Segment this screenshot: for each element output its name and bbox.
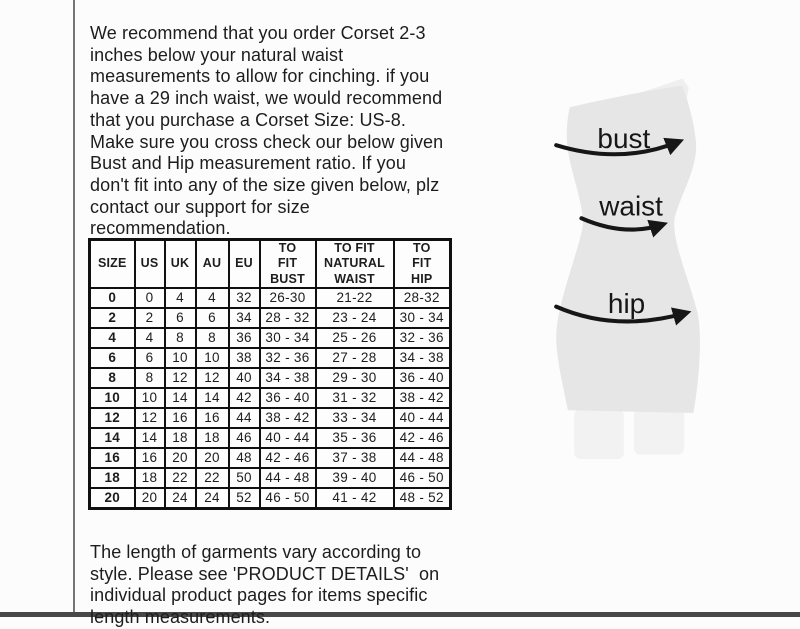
bust-label: bust	[597, 122, 651, 154]
table-cell: 20	[90, 488, 135, 509]
table-row	[90, 448, 451, 468]
table-cell: 36 - 40	[260, 388, 316, 408]
table-cell: 36	[229, 328, 260, 348]
table-cell: 28-32	[394, 288, 451, 308]
table-cell: 26-30	[260, 288, 316, 308]
table-cell: 14	[90, 428, 135, 448]
table-cell: 12	[135, 408, 165, 428]
table-cell: 2	[135, 308, 165, 328]
table-row	[90, 488, 451, 509]
table-cell: 20	[165, 448, 196, 468]
right-leg-shape	[634, 409, 685, 454]
table-cell: 52	[229, 488, 260, 509]
table-cell: 8	[90, 368, 135, 388]
table-cell: 16	[165, 408, 196, 428]
table-cell: 44 - 48	[394, 448, 451, 468]
table-cell: 41 - 42	[316, 488, 394, 509]
table-cell: 31 - 32	[316, 388, 394, 408]
table-cell: 18	[196, 428, 229, 448]
table-cell: 18	[135, 468, 165, 488]
table-cell: 32 - 36	[394, 328, 451, 348]
table-cell: 0	[90, 288, 135, 308]
table-cell: 24	[196, 488, 229, 509]
hip-label: hip	[607, 287, 646, 319]
table-cell: 20	[135, 488, 165, 509]
header-row	[90, 240, 451, 288]
table-cell: 4	[196, 288, 229, 308]
table-cell: 4	[165, 288, 196, 308]
table-cell: 40	[229, 368, 260, 388]
table-cell: 16	[90, 448, 135, 468]
column-header-bust: TO FIT BUST	[260, 240, 316, 288]
table-row	[90, 388, 451, 408]
table-row	[90, 468, 451, 488]
table-cell: 12	[90, 408, 135, 428]
waist-label: waist	[599, 190, 663, 222]
table-cell: 46 - 50	[394, 468, 451, 488]
table-row	[90, 368, 451, 388]
table-cell: 20	[196, 448, 229, 468]
table-cell: 6	[135, 348, 165, 368]
table-cell: 44 - 48	[260, 468, 316, 488]
table-cell: 28 - 32	[260, 308, 316, 328]
table-cell: 21-22	[316, 288, 394, 308]
table-cell: 33 - 34	[316, 408, 394, 428]
table-cell: 8	[196, 328, 229, 348]
table-cell: 10	[135, 388, 165, 408]
table-cell: 18	[90, 468, 135, 488]
table-cell: 2	[90, 308, 135, 328]
size-chart-table	[88, 238, 452, 510]
table-row	[90, 428, 451, 448]
table-cell: 38 - 42	[394, 388, 451, 408]
table-cell: 22	[196, 468, 229, 488]
size-recommendation-text: We recommend that you order Corset 2-3 inches below your natural waist measurements to allow for cinching. if you have a 29 inch waist, we would recommend that you purchase a Corset Size: US-8. Make sure you cross check our below given Bust and Hip measurement ratio. If you don't fit into any of the size given below, plz contact our support for size recommendation.	[90, 23, 444, 239]
table-cell: 14	[165, 388, 196, 408]
table-cell: 32	[229, 288, 260, 308]
table-cell: 34 - 38	[260, 368, 316, 388]
table-row	[90, 408, 451, 428]
table-cell: 6	[196, 308, 229, 328]
table-cell: 42 - 46	[394, 428, 451, 448]
table-row	[90, 288, 451, 308]
table-cell: 37 - 38	[316, 448, 394, 468]
column-header-au: AU	[196, 240, 229, 288]
table-cell: 6	[165, 308, 196, 328]
column-header-hip: TO FIT HIP	[394, 240, 451, 288]
table-cell: 34	[229, 308, 260, 328]
table-cell: 16	[196, 408, 229, 428]
table-cell: 4	[90, 328, 135, 348]
table-cell: 46	[229, 428, 260, 448]
table-cell: 38	[229, 348, 260, 368]
table-cell: 12	[196, 368, 229, 388]
column-header-size: SIZE	[90, 240, 135, 288]
table-cell: 10	[196, 348, 229, 368]
table-cell: 22	[165, 468, 196, 488]
table-cell: 24	[165, 488, 196, 509]
measurement-diagram	[500, 55, 800, 560]
table-cell: 32 - 36	[260, 348, 316, 368]
table-cell: 50	[229, 468, 260, 488]
column-header-eu: EU	[229, 240, 260, 288]
table-cell: 29 - 30	[316, 368, 394, 388]
table-cell: 16	[135, 448, 165, 468]
table-cell: 14	[135, 428, 165, 448]
table-cell: 48	[229, 448, 260, 468]
table-cell: 4	[135, 328, 165, 348]
table-cell: 44	[229, 408, 260, 428]
body-measurement-figure	[500, 55, 800, 560]
size-chart-table-container	[88, 238, 452, 510]
column-header-waist: TO FIT NATURAL WAIST	[316, 240, 394, 288]
table-cell: 39 - 40	[316, 468, 394, 488]
column-header-us: US	[135, 240, 165, 288]
table-cell: 10	[90, 388, 135, 408]
table-cell: 12	[165, 368, 196, 388]
left-border-line	[73, 0, 75, 613]
table-cell: 42 - 46	[260, 448, 316, 468]
table-cell: 48 - 52	[394, 488, 451, 509]
column-header-uk: UK	[165, 240, 196, 288]
table-cell: 34 - 38	[394, 348, 451, 368]
table-row	[90, 328, 451, 348]
table-cell: 40 - 44	[260, 428, 316, 448]
table-cell: 36 - 40	[394, 368, 451, 388]
table-cell: 42	[229, 388, 260, 408]
table-cell: 27 - 28	[316, 348, 394, 368]
table-cell: 8	[135, 368, 165, 388]
table-cell: 8	[165, 328, 196, 348]
table-cell: 6	[90, 348, 135, 368]
table-cell: 30 - 34	[394, 308, 451, 328]
table-cell: 40 - 44	[394, 408, 451, 428]
table-cell: 10	[165, 348, 196, 368]
table-cell: 35 - 36	[316, 428, 394, 448]
table-cell: 18	[165, 428, 196, 448]
left-leg-shape	[574, 409, 624, 459]
table-cell: 14	[196, 388, 229, 408]
table-cell: 23 - 24	[316, 308, 394, 328]
table-cell: 25 - 26	[316, 328, 394, 348]
table-cell: 38 - 42	[260, 408, 316, 428]
table-cell: 46 - 50	[260, 488, 316, 509]
table-cell: 30 - 34	[260, 328, 316, 348]
table-row	[90, 308, 451, 328]
garment-length-note: The length of garments vary according to style. Please see 'PRODUCT DETAILS' on individual product pages for items specific length measurements.	[90, 542, 440, 628]
table-cell: 0	[135, 288, 165, 308]
table-row	[90, 348, 451, 368]
